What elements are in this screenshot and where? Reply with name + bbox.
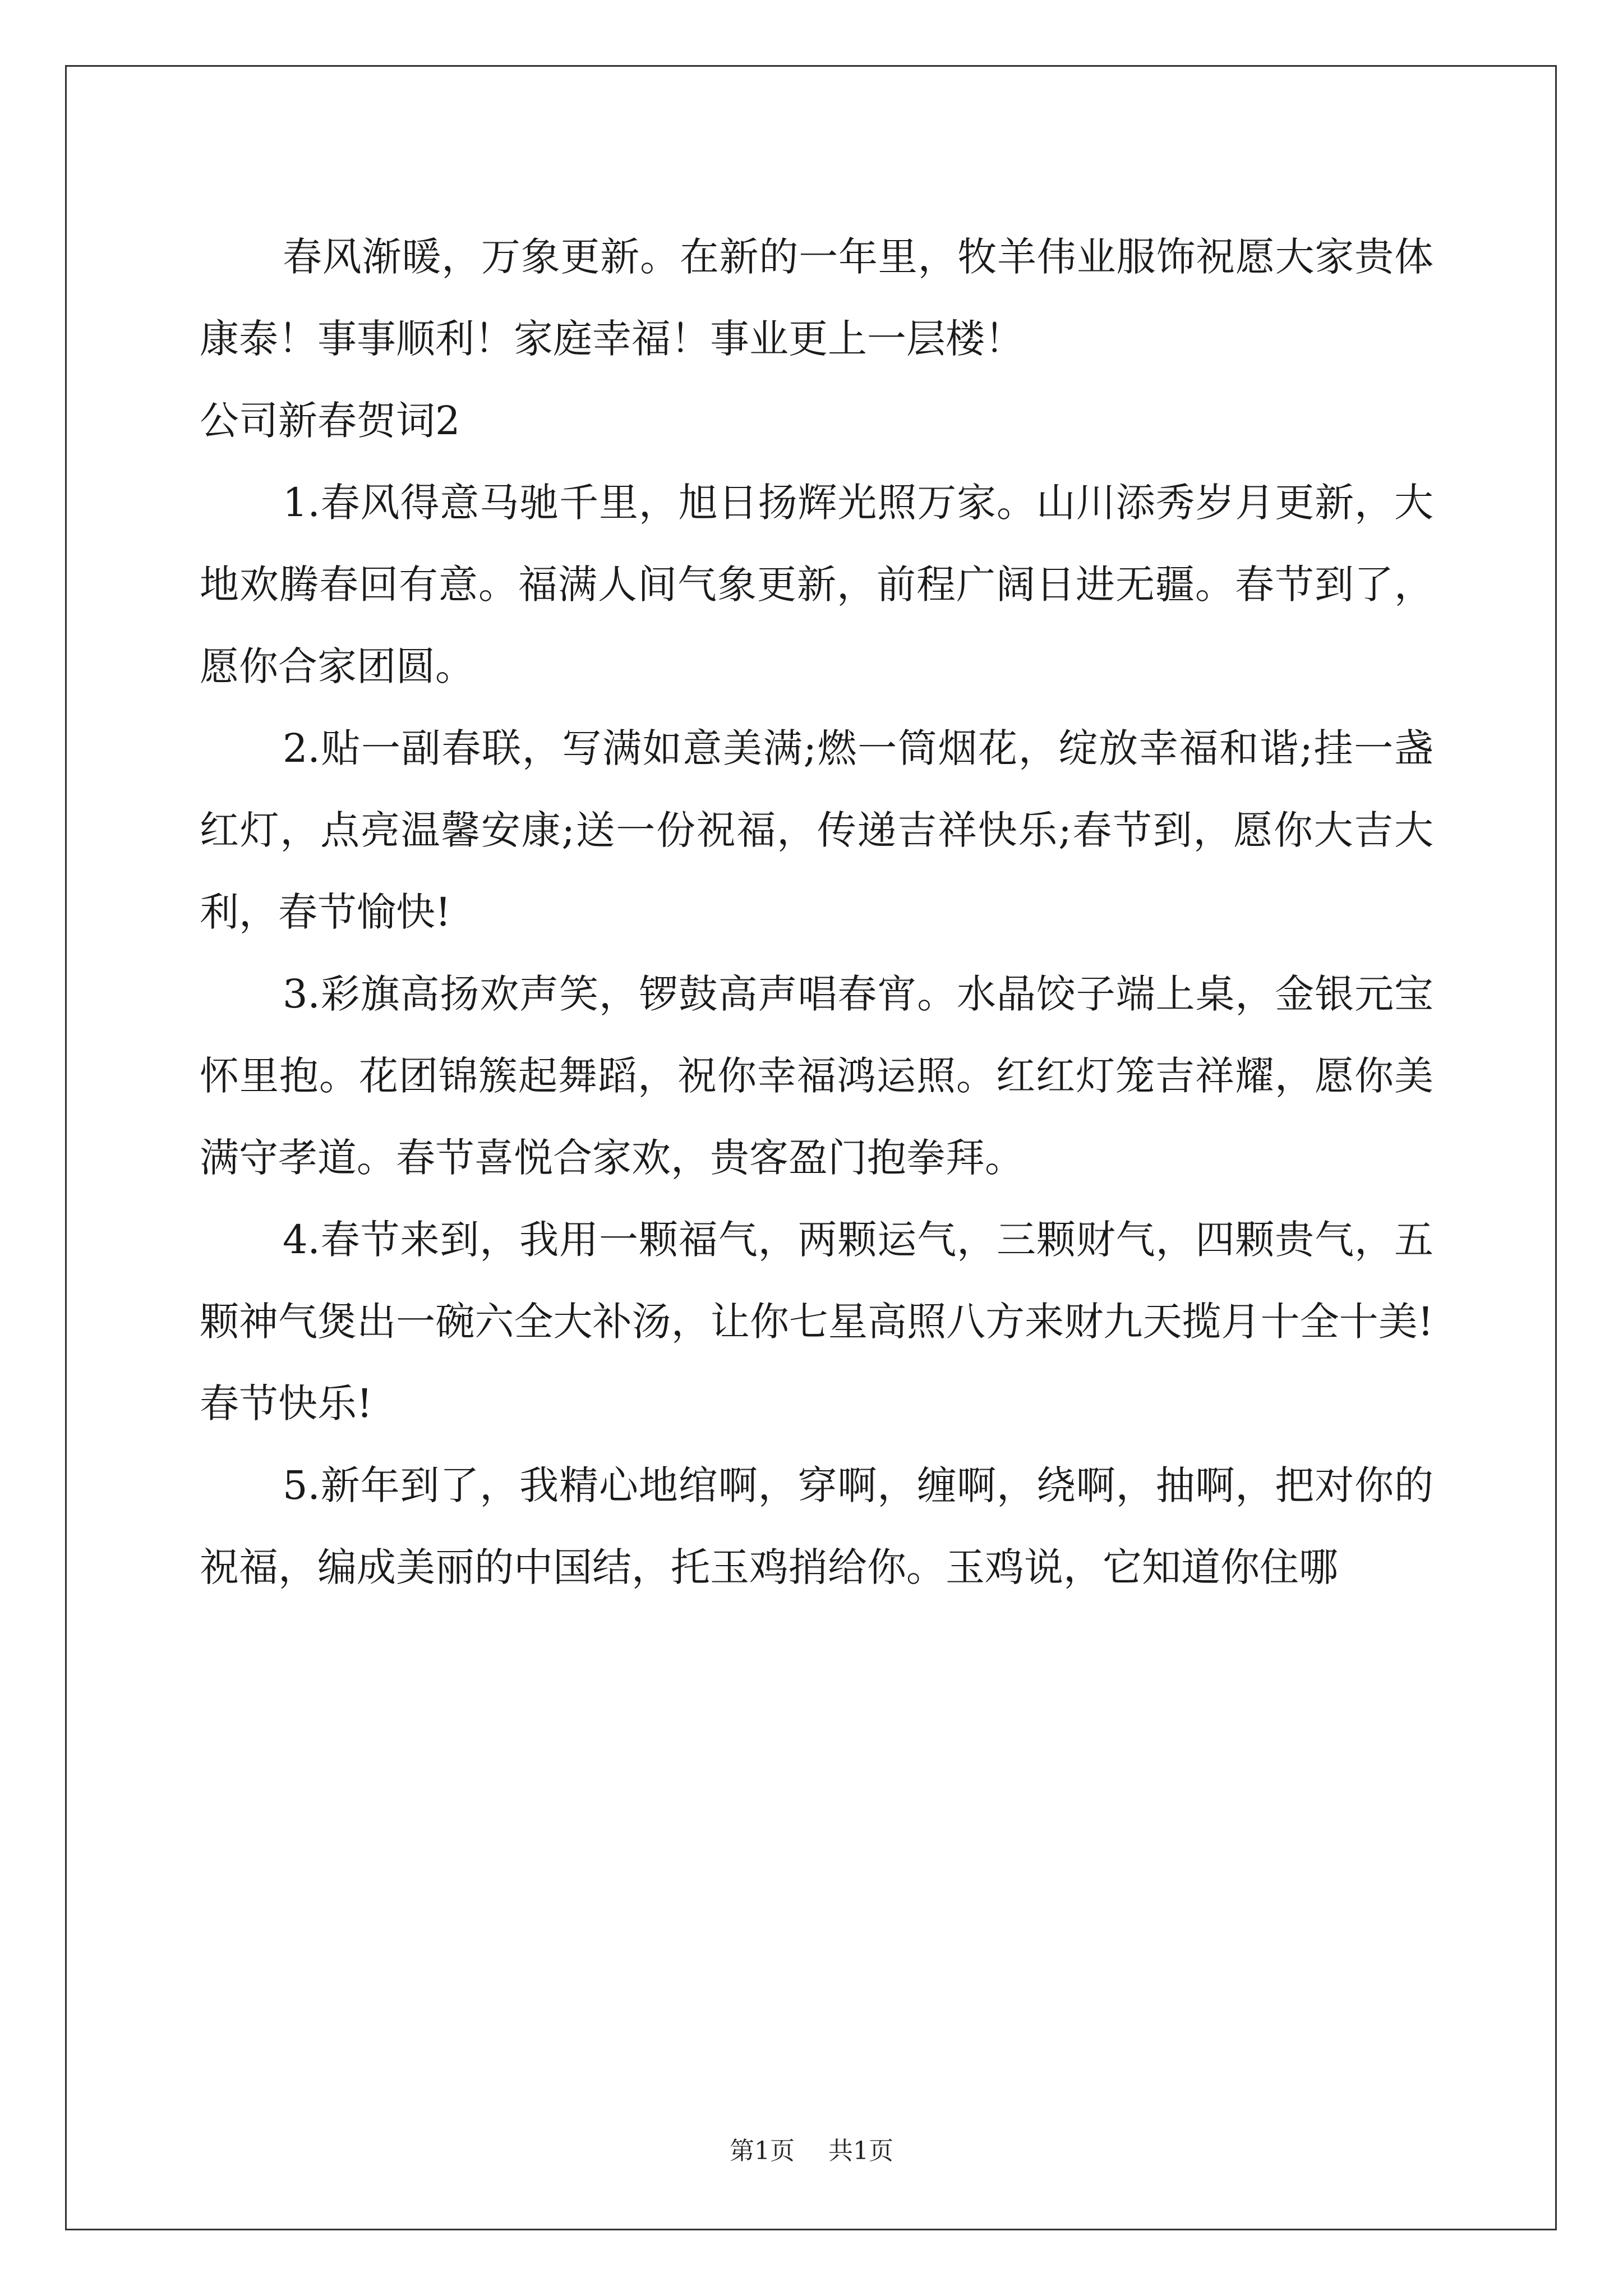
page-number: 第1页: [730, 2137, 795, 2165]
page-total: 共1页: [828, 2137, 893, 2165]
paragraph-item-1: 1.春风得意马驰千里，旭日扬辉光照万家。山川添秀岁月更新，大地欢腾春回有意。福满人间气象更新，前程广阔日进无疆。春节到了，愿你合家团圆。: [200, 480, 1433, 689]
document-body: [200, 216, 1433, 1608]
paragraph-item-2: 2.贴一副春联，写满如意美满;燃一筒烟花，绽放幸福和谐;挂一盏红灯，点亮温馨安康;送一份祝福，传递吉祥快乐;春节到，愿你大吉大利，春节愉快!: [200, 725, 1433, 935]
paragraph-item-4: 4.春节来到，我用一颗福气，两颗运气，三颗财气，四颗贵气，五颗神气煲出一碗六全大补汤，让你七星高照八方来财九天揽月十全十美!春节快乐!: [200, 1217, 1433, 1427]
section-heading: 公司新春贺词2: [200, 398, 460, 444]
paragraph-item-3: 3.彩旗高扬欢声笑，锣鼓高声唱春宵。水晶饺子端上桌，金银元宝怀里抱。花团锦簇起舞蹈，祝你幸福鸿运照。红红灯笼吉祥耀，愿你美满守孝道。春节喜悦合家欢，贵客盈门抱拳拜。: [200, 971, 1433, 1181]
page-footer: [0, 2134, 1623, 2168]
paragraph-item-5: 5.新年到了，我精心地绾啊，穿啊，缠啊，绕啊，抽啊，把对你的祝福，编成美丽的中国结，托玉鸡捎给你。玉鸡说，它知道你住哪: [200, 1462, 1433, 1590]
paragraph-greeting: 春风渐暖，万象更新。在新的一年里，牧羊伟业服饰祝愿大家贵体康泰！事事顺利！家庭幸福！事业更上一层楼！: [200, 234, 1433, 362]
